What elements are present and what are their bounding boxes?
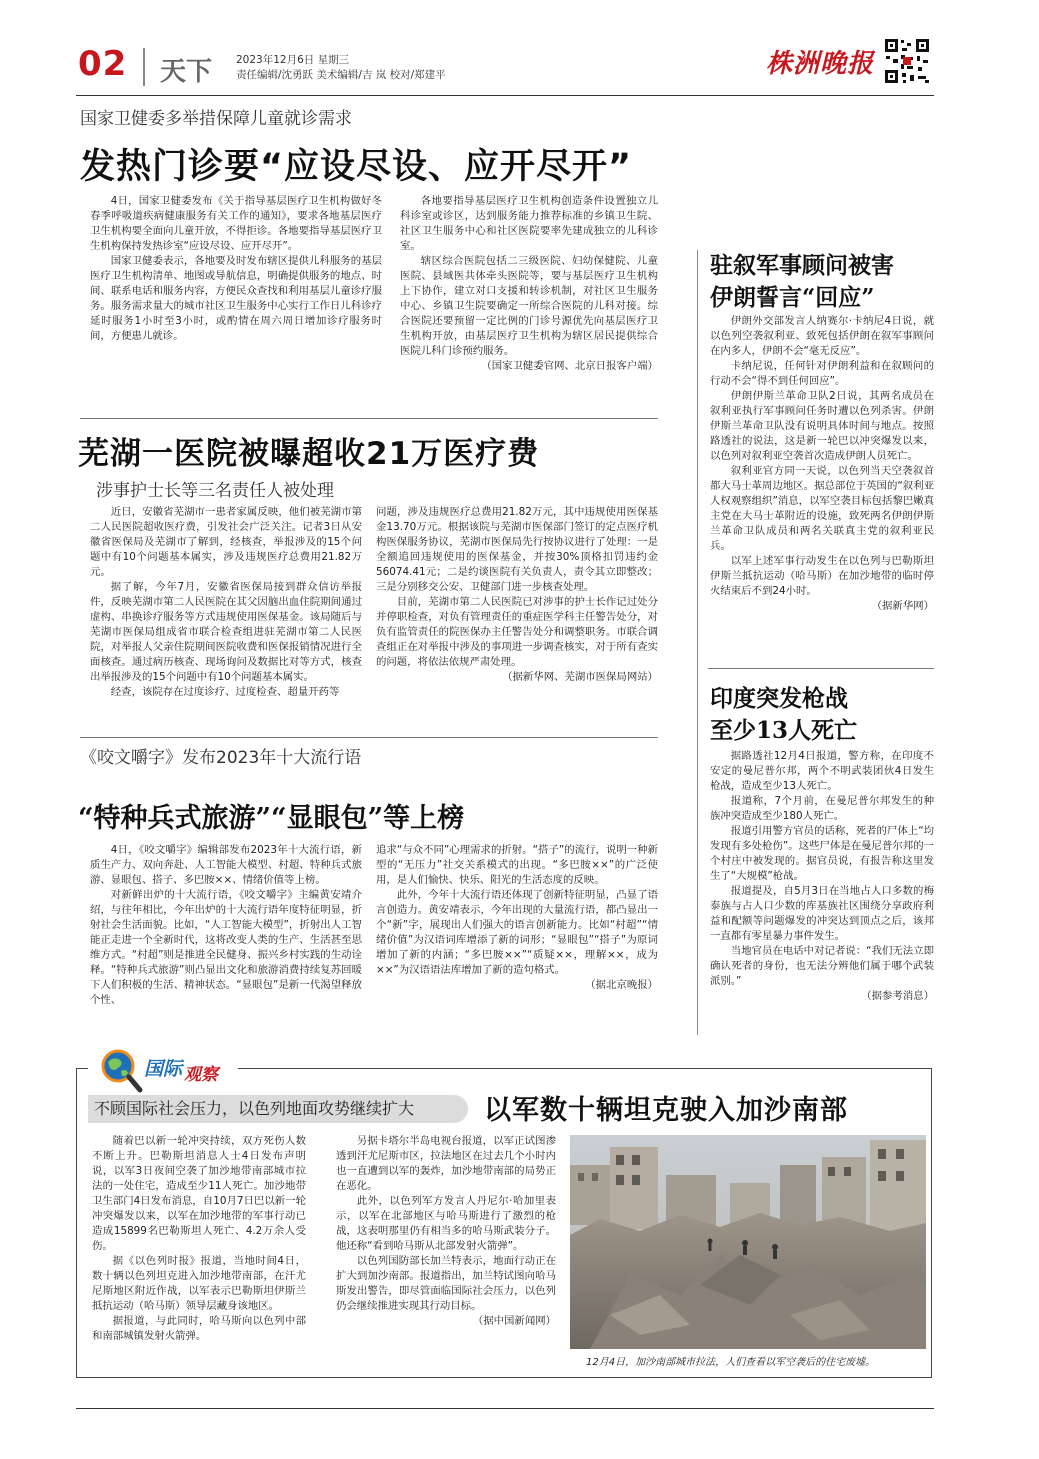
feature-col1 [92, 1134, 306, 1344]
paragraph: 据报道，与此同时，哈马斯向以色列中部和南部城镇发射火箭弹。 [92, 1315, 306, 1342]
masthead [0, 0, 1039, 95]
feature-col2 [336, 1134, 556, 1329]
india-source: （据参考消息） [861, 990, 934, 1002]
wuhu-source: （据新华网、芜湖市医保局网站） [502, 671, 658, 683]
paragraph: 报道提及，自5月3日在当地占人口多数的梅泰族与占人口少数的库基族社区围绕分享政府利益和配额等问题爆发的冲突达到顶点之后，该邦一直都有零星暴力事件发生。 [710, 885, 934, 942]
india-body [710, 749, 934, 1004]
fever-col1 [90, 194, 382, 344]
paragraph: 伊朗伊斯兰革命卫队2日说，其两名成员在叙利亚执行军事顾问任务时遭以色列杀害。伊朗伊斯兰革命卫队没有说明具体时间与地点。按照路透社的说法，这是新一轮巴以冲突爆发以来，以色列对叙利亚空袭首次造成伊朗人员死亡。 [710, 390, 934, 462]
words-source: （据北京晚报） [585, 979, 658, 991]
divider [80, 418, 658, 419]
paragraph: 报道引用警方官员的话称，死者的尸体上“均发现有多处枪伤”。这些尸体是在曼尼普尔邦的一个村庄中被发现的。据官员说，有报告称这里发生了“大规模”枪战。 [710, 825, 934, 882]
syria-body [710, 314, 934, 614]
feature-badge-label-2: 观察 [184, 1065, 218, 1085]
india-headline-1: 印度突发枪战 [710, 685, 848, 712]
feature-source: （据中国新闻网） [472, 1315, 556, 1327]
paragraph: 据路透社12月4日报道，警方称，在印度不安定的曼尼普尔邦，两个不明武装团伙4日发生枪战，造成至少13人死亡。 [710, 750, 934, 792]
divider [80, 737, 658, 738]
paragraph: 对新鲜出炉的十大流行语，《咬文嚼字》主编黄安靖介绍，与往年相比，今年出炉的十大流行语年度特征明显，折射社会生活面貌。比如，“人工智能大模型”，折射出人工智能正走进一个全新时代，这将改变人类的生产、生活甚至思维方式。“村超”则是推进全民健身、振兴乡村实践的生动诠释。“特种兵式旅游”则凸显出文化和旅游消费持续复苏回暖下人们积极的生活、精神状态。“显眼包”是新一代渴望释放个性、 [90, 889, 362, 1006]
section-name: 天下 [160, 57, 213, 87]
editors-line: 责任编辑/沈勇跃 美术编辑/吉 岚 校对/郑建平 [236, 69, 446, 81]
globe-magnifier-icon [96, 1046, 144, 1094]
paragraph: 据了解，今年7月，安徽省医保局接到群众信访举报件，反映芜湖市第二人民医院在其父因脑出血住院期间通过虚构、串换诊疗服务等方式违规使用医保基金。该局随后与芜湖市医保局组成省市联合检查组进驻芜湖市第二人民医院，对举报人父亲住院期间医院收费和医保报销情况进行全面核查。通过病历核查、现场询问及数据比对等方式，核查出举报涉及的15个问题中有10个问题基本属实。 [90, 581, 362, 683]
paragraph: 另据卡塔尔半岛电视台报道，以军正试图渗透到汗尤尼斯市区，拉法地区在过去几个小时内也一直遭到以军的轰炸，加沙地带南部的局势正在恶化。 [336, 1135, 556, 1192]
wuhu-col1 [90, 505, 362, 700]
paragraph: 各地要指导基层医疗卫生机构创造条件设置独立儿科诊室或诊区，达到服务能力推荐标准的乡镇卫生院、社区卫生服务中心和社区医院要率先建成独立的儿科诊室。 [400, 195, 658, 252]
paragraph: 卡纳尼说，任何针对伊朗利益和在叙顾问的行动不会“得不到任何回应”。 [710, 360, 934, 387]
page-number: 02 [78, 44, 128, 84]
paragraph: 伊朗外交部发言人纳赛尔·卡纳尼4日说，就以色列空袭叙利亚、致死包括伊朗在叙军事顾问在内多人，伊朗不会“毫无反应”。 [710, 315, 934, 357]
words-col1 [90, 843, 362, 1008]
masthead-divider [143, 48, 145, 86]
gaza-rubble-photo [570, 1135, 926, 1349]
syria-headline-1: 驻叙军事顾问被害 [710, 252, 894, 279]
syria-source: （据新华网） [871, 600, 934, 612]
qr-code-icon [883, 37, 931, 85]
paragraph: 叙利亚官方同一天说，以色列当天空袭叙首都大马士革周边地区。据总部位于英国的“叙利亚人权观察组织”消息，以军空袭目标包括黎巴嫩真主党在大马士革附近的设施，致死两名伊朗伊斯兰革命卫队成员和两名关联真主党的叙利亚民兵。 [710, 465, 934, 552]
paragraph: 随着巴以新一轮冲突持续，双方死伤人数不断上升。巴勒斯坦消息人士4日发布声明说，以军3日夜间空袭了加沙地带南部城市拉法的一处住宅，造成至少11人死亡。加沙地带卫生部门4日发布消息，自10月7日巴以新一轮冲突爆发以来，以军在加沙地带的军事行动已造成15899名巴勒斯坦人死亡、4.2万余人受伤。 [92, 1135, 306, 1252]
words-kicker: 《咬文嚼字》发布2023年十大流行语 [80, 748, 362, 768]
paragraph: 追求“与众不同”心理需求的折射。“搭子”的流行，说明一种新型的“无压力”社交关系模式的出现。“多巴胺××”的广泛使用，是人们愉快、快乐、阳光的生活态度的反映。 [376, 844, 658, 886]
paragraph: 问题，涉及违规医疗总费用21.82万元，其中违规使用医保基金13.70万元。根据该院与芜湖市医保部门签订的定点医疗机构医保服务协议，芜湖市医保局先行按协议进行了处理：一是全额追回违规使用的医保基金，并按30%顶格扣罚违约金56074.41元；二是约谈医院有关负责人，责令其立即整改；三是分别移交公安、卫健部门进一步核查处理。 [376, 506, 658, 593]
masthead-rule [76, 95, 934, 96]
paragraph: 国家卫健委表示，各地要及时发布辖区提供儿科服务的基层医疗卫生机构清单、地图或导航信息，明确提供服务的地点、时间、联系电话和服务内容，方便民众查找和利用基层儿童诊疗服务。服务需求量大的城市社区卫生服务中心实行工作日儿科诊疗延时服务1小时至3小时，或酌情在周六周日增加诊疗服务时间，方便患儿就诊。 [90, 255, 382, 342]
divider [708, 668, 934, 669]
paragraph: 据《以色列时报》报道，当地时间4日，数十辆以色列坦克进入加沙地带南部，在汗尤尼斯地区附近作战，以军表示巴勒斯坦伊斯兰抵抗运动（哈马斯）领导层藏身该地区。 [92, 1255, 306, 1312]
paragraph: 以军上述军事行动发生在以色列与巴勒斯坦伊斯兰抵抗运动（哈马斯）在加沙地带的临时停火结束后不到24小时。 [710, 555, 934, 597]
paragraph: 经查，该院存在过度诊疗、过度检查、超量开药等 [110, 686, 340, 698]
paragraph: 近日，安徽省芜湖市一患者家属反映，他们被芜湖市第二人民医院超收医疗费，引发社会广泛关注。记者3日从安徽省医保局及芜湖市了解到，经核查，举报涉及的15个问题中有10个问题基本属实，涉及违规医疗总费用21.82万元。 [90, 506, 362, 578]
wuhu-subhead: 涉事护士长等三名责任人被处理 [96, 481, 334, 501]
feature-badge-label: 国际 [144, 1058, 183, 1080]
feature-subtitle: 不顾国际社会压力，以色列地面攻势继续扩大 [88, 1095, 468, 1123]
fever-col2 [400, 194, 658, 374]
feature-headline: 以军数十辆坦克驶入加沙南部 [484, 1095, 848, 1126]
syria-headline-2: 伊朗誓言“回应” [710, 284, 875, 311]
column-divider [697, 250, 698, 1035]
paragraph: 目前，芜湖市第二人民医院已对涉事的护士长作记过处分并停职检查，对负有管理责任的重症医学科主任警告处分，对负有监管责任的院医保办主任警告处分和调整职务。市联合调查组正在对举报中涉及的事项进一步调查核实，对于所有查实的问题，将依法依规严肃处理。 [376, 596, 658, 668]
words-col2 [376, 843, 658, 993]
wuhu-col2 [376, 505, 658, 685]
fever-source: （国家卫健委官网、北京日报客户端） [481, 360, 658, 372]
issue-date: 2023年12月6日 星期三 [236, 54, 350, 66]
paragraph: 4日，国家卫健委发布《关于指导基层医疗卫生机构做好冬春季呼吸道疾病健康服务有关工作的通知》，要求各地基层医疗卫生机构要全面向儿童开放，不得拒诊。各地要指导基层医疗卫生机构保持发热诊室“应设尽设、应开尽开”。 [90, 195, 382, 252]
words-headline: “特种兵式旅游”“显眼包”等上榜 [78, 803, 465, 834]
paragraph: 当地官员在电话中对记者说：“我们无法立即确认死者的身份，也无法分辨他们属于哪个武装派别。” [710, 945, 934, 987]
paragraph: 以色列国防部长加兰特表示，地面行动正在扩大到加沙南部。报道指出，加兰特试图向哈马斯发出警告，即尽管面临国际社会压力，以色列仍会继续推进实现其行动目标。 [336, 1255, 556, 1312]
india-headline-2: 至少13人死亡 [710, 717, 858, 744]
paper-logo: 株洲晚报 [766, 49, 875, 79]
paragraph: 此外，以色列军方发言人丹尼尔·哈加里表示，以军在北部地区与哈马斯进行了激烈的枪战，这表明那里仍有相当多的哈马斯武装分子。他还称“看到哈马斯从北部发射火箭弹”。 [336, 1195, 556, 1252]
fever-headline: 发热门诊要“应设尽设、应开尽开” [80, 147, 633, 187]
fever-kicker: 国家卫健委多举措保障儿童就诊需求 [80, 109, 352, 129]
paragraph: 此外，今年十大流行语还体现了创新特征明显，凸显了语言创造力。黄安靖表示，今年出现的大量流行语，都凸显出一个“新”字，展现出人们强大的语言创新能力。比如“村超”“情绪价值”为汉语词库增添了新的词形；“显眼包”“搭子”为原词增加了新的内涵；“多巴胺××”“质疑××，理解××，成为××”为汉语语法库增加了新的造句格式。 [376, 889, 658, 976]
photo-caption: 12月4日，加沙南部城市拉法，人们查看以军空袭后的住宅废墟。 [586, 1357, 876, 1368]
paragraph: 报道称，7个月前，在曼尼普尔邦发生的种族冲突造成至少180人死亡。 [710, 795, 934, 822]
feature-badge [88, 1044, 238, 1094]
bottom-rule [76, 1408, 934, 1409]
paragraph: 4日，《咬文嚼字》编辑部发布2023年十大流行语，新质生产力、双向奔赴、人工智能大模型、村超、特种兵式旅游、显眼包、搭子、多巴胺××、情绪价值等上榜。 [90, 844, 362, 886]
wuhu-headline: 芜湖一医院被曝超收21万医疗费 [78, 436, 540, 472]
paragraph: 辖区综合医院包括二三级医院、妇幼保健院、儿童医院、县域医共体牵头医院等，要与基层医疗卫生机构上下协作，建立对口支援和转诊机制，对社区卫生服务中心、乡镇卫生院要确定一所综合医院的儿科对接。综合医院还要预留一定比例的门诊号源优先向基层医疗卫生机构开放，由基层医疗卫生机构为辖区居民提供综合医院儿科门诊预约服务。 [400, 255, 658, 357]
